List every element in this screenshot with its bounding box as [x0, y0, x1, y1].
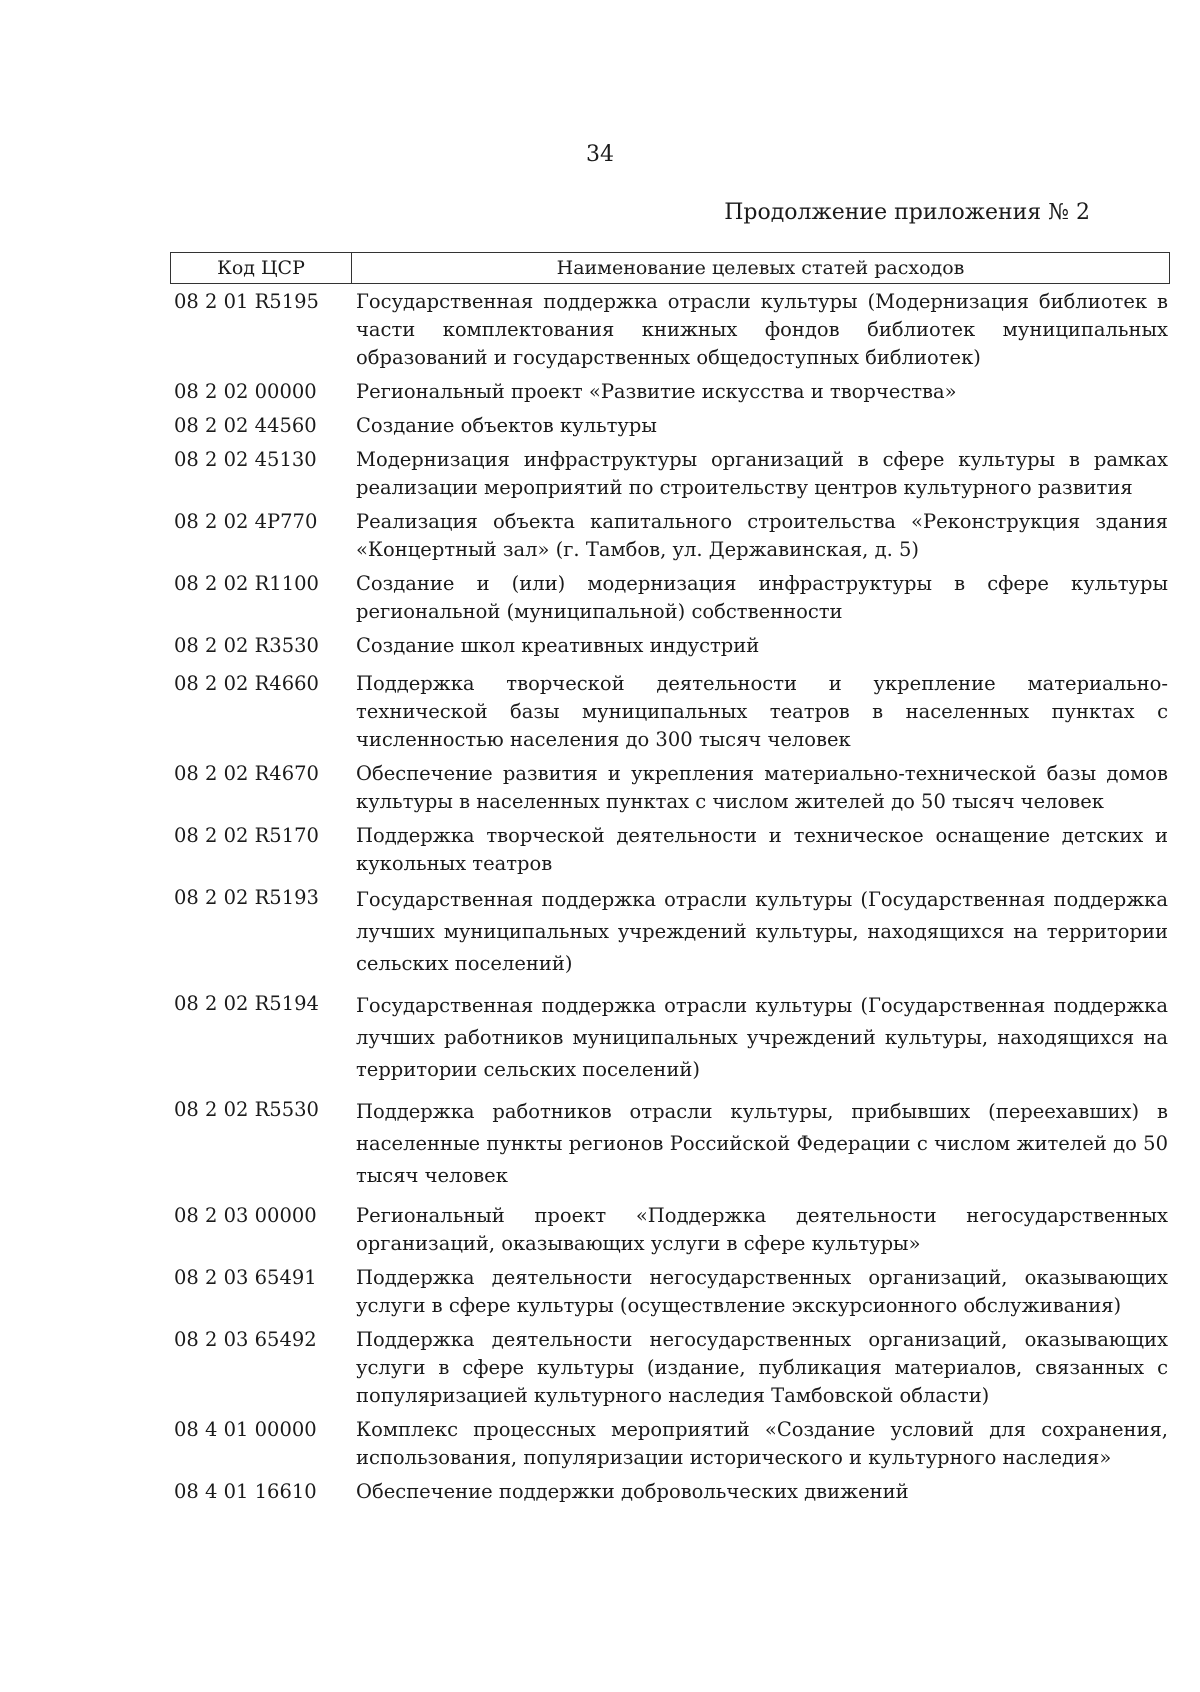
row-code: 08 4 01 00000 — [174, 1418, 317, 1441]
table-row — [170, 378, 1170, 406]
row-name: Обеспечение развития и укрепления материально-технической базы домов культуры в населенных пунктах с числом жителей до 50 тысяч человек — [356, 762, 1168, 813]
row-code: 08 2 02 R1100 — [174, 572, 319, 595]
header-name: Наименование целевых статей расходов — [556, 257, 965, 279]
table-row — [170, 670, 1170, 754]
row-name: Государственная поддержка отрасли культуры (Государственная поддержка лучших муниципальных учреждений культуры, находящихся на территории сельских поселений) — [356, 888, 1168, 975]
row-name: Комплекс процессных мероприятий «Создание условий для сохранения, использования, популяризации исторического и культурного наследия» — [356, 1418, 1168, 1469]
row-code: 08 2 02 4P770 — [174, 510, 318, 533]
row-name: Создание и (или) модернизация инфраструктуры в сфере культуры региональной (муниципальной) собственности — [356, 572, 1168, 623]
appendix-note: Продолжение приложения № 2 — [724, 200, 1090, 225]
table-row — [170, 884, 1170, 980]
row-name: Поддержка творческой деятельности и укрепление материально-технической базы муниципальных театров в населенных пунктах с численностью населения до 300 тысяч человек — [356, 672, 1168, 751]
row-name: Государственная поддержка отрасли культуры (Государственная поддержка лучших работников муниципальных учреждений культуры, находящихся на территории сельских поселений) — [356, 994, 1168, 1081]
row-name: Поддержка работников отрасли культуры, прибывших (переехавших) в населенные пункты регионов Российской Федерации с числом жителей до 50 тысяч человек — [356, 1100, 1168, 1187]
table-row — [170, 1326, 1170, 1410]
table-header — [170, 252, 1170, 284]
page-number: 34 — [586, 142, 614, 167]
row-name: Государственная поддержка отрасли культуры (Модернизация библиотек в части комплектования книжных фондов библиотек муниципальных образований и государственных общедоступных библиотек) — [356, 290, 1168, 369]
row-name: Создание школ креативных индустрий — [356, 634, 760, 657]
row-name: Региональный проект «Поддержка деятельности негосударственных организаций, оказывающих услуги в сфере культуры» — [356, 1204, 1168, 1255]
table-row — [170, 1416, 1170, 1472]
row-code: 08 2 02 R5530 — [174, 1098, 319, 1121]
table-row — [170, 1096, 1170, 1192]
row-code: 08 2 02 00000 — [174, 380, 317, 403]
table-row — [170, 1202, 1170, 1258]
table-row — [170, 288, 1170, 372]
row-code: 08 2 02 R4670 — [174, 762, 319, 785]
row-code: 08 2 02 R4660 — [174, 672, 319, 695]
header-code: Код ЦСР — [171, 253, 352, 283]
table-row — [170, 760, 1170, 816]
table-row — [170, 822, 1170, 878]
row-name: Региональный проект «Развитие искусства и творчества» — [356, 380, 957, 403]
row-code: 08 2 02 45130 — [174, 448, 317, 471]
budget-codes-table — [170, 252, 1170, 1506]
row-code: 08 2 02 44560 — [174, 414, 317, 437]
row-code: 08 2 02 R5194 — [174, 992, 319, 1015]
table-row — [170, 508, 1170, 564]
row-code: 08 4 01 16610 — [174, 1480, 317, 1503]
table-row — [170, 1264, 1170, 1320]
row-name: Реализация объекта капитального строительства «Реконструкция здания «Концертный зал» (г. Тамбов, ул. Державинская, д. 5) — [356, 510, 1168, 561]
table-row — [170, 570, 1170, 626]
row-code: 08 2 01 R5195 — [174, 290, 319, 313]
row-code: 08 2 03 00000 — [174, 1204, 317, 1227]
row-name: Поддержка творческой деятельности и техническое оснащение детских и кукольных театров — [356, 824, 1168, 875]
table-row — [170, 412, 1170, 440]
row-name: Поддержка деятельности негосударственных организаций, оказывающих услуги в сфере культуры (издание, публикация материалов, связанных с популяризацией культурного наследия Тамбовской области) — [356, 1328, 1168, 1407]
table-row — [170, 446, 1170, 502]
table-row — [170, 632, 1170, 660]
row-code: 08 2 02 R5170 — [174, 824, 319, 847]
row-name: Обеспечение поддержки добровольческих движений — [356, 1480, 909, 1503]
row-name: Создание объектов культуры — [356, 414, 657, 437]
table-row — [170, 990, 1170, 1086]
row-name: Поддержка деятельности негосударственных организаций, оказывающих услуги в сфере культуры (осуществление экскурсионного обслуживания) — [356, 1266, 1168, 1317]
row-code: 08 2 02 R5193 — [174, 886, 319, 909]
row-name: Модернизация инфраструктуры организаций в сфере культуры в рамках реализации мероприятий по строительству центров культурного развития — [356, 448, 1168, 499]
row-code: 08 2 02 R3530 — [174, 634, 319, 657]
row-code: 08 2 03 65492 — [174, 1328, 317, 1351]
row-code: 08 2 03 65491 — [174, 1266, 317, 1289]
table-row — [170, 1478, 1170, 1506]
